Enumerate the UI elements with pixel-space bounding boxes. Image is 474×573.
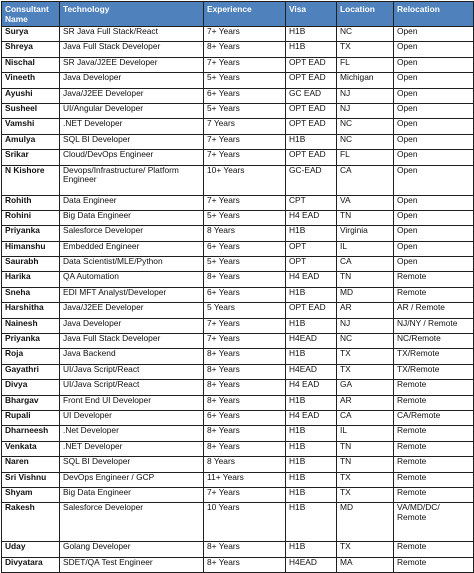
cell-consultant-name: Bhargav bbox=[2, 395, 60, 410]
table-row bbox=[2, 410, 474, 425]
consultant-table bbox=[1, 1, 474, 573]
cell-technology: SQL BI Developer bbox=[60, 134, 204, 149]
cell-relocation: VA/MD/DC/ Remote bbox=[394, 503, 474, 542]
cell-relocation: Open bbox=[394, 27, 474, 42]
cell-location: TN bbox=[337, 210, 394, 225]
cell-experience: 6+ Years bbox=[204, 88, 286, 103]
cell-location: MD bbox=[337, 503, 394, 542]
table-row bbox=[2, 318, 474, 333]
table-row bbox=[2, 441, 474, 456]
cell-location: CA bbox=[337, 165, 394, 195]
cell-relocation: Open bbox=[394, 57, 474, 72]
cell-experience: 8+ Years bbox=[204, 42, 286, 57]
cell-experience: 8 Years bbox=[204, 226, 286, 241]
cell-consultant-name: Priyanka bbox=[2, 334, 60, 349]
cell-experience: 11+ Years bbox=[204, 472, 286, 487]
cell-technology: Cloud/DevOps Engineer bbox=[60, 150, 204, 165]
table-row bbox=[2, 226, 474, 241]
cell-location: TN bbox=[337, 272, 394, 287]
cell-visa: H1B bbox=[286, 441, 337, 456]
cell-relocation: TX/Remote bbox=[394, 364, 474, 379]
cell-technology: Devops/Infrastructure/ Platform Engineer bbox=[60, 165, 204, 195]
cell-experience: 7 Years bbox=[204, 119, 286, 134]
cell-technology: Java/J2EE Developer bbox=[60, 303, 204, 318]
cell-visa: H1B bbox=[286, 487, 337, 502]
cell-technology: SQL BI Developer bbox=[60, 457, 204, 472]
cell-visa: OPT bbox=[286, 241, 337, 256]
cell-consultant-name: Sneha bbox=[2, 287, 60, 302]
column-header-experience: Experience bbox=[204, 2, 286, 27]
cell-visa: H4 EAD bbox=[286, 410, 337, 425]
cell-technology: EDI MFT Analyst/Developer bbox=[60, 287, 204, 302]
cell-location: AR bbox=[337, 303, 394, 318]
cell-location: Michigan bbox=[337, 73, 394, 88]
cell-relocation: Remote bbox=[394, 426, 474, 441]
cell-location: NC bbox=[337, 27, 394, 42]
cell-consultant-name: Shreya bbox=[2, 42, 60, 57]
cell-relocation: Open bbox=[394, 119, 474, 134]
cell-consultant-name: Shyam bbox=[2, 487, 60, 502]
cell-consultant-name: Uday bbox=[2, 542, 60, 557]
cell-visa: H1B bbox=[286, 395, 337, 410]
cell-experience: 7+ Years bbox=[204, 27, 286, 42]
cell-location: TN bbox=[337, 457, 394, 472]
table-row bbox=[2, 272, 474, 287]
cell-experience: 7+ Years bbox=[204, 150, 286, 165]
cell-visa: H4EAD bbox=[286, 364, 337, 379]
cell-relocation: Open bbox=[394, 88, 474, 103]
cell-technology: UI/Java Script/React bbox=[60, 364, 204, 379]
cell-experience: 8+ Years bbox=[204, 542, 286, 557]
cell-location: IL bbox=[337, 426, 394, 441]
cell-technology: DevOps Engineer / GCP bbox=[60, 472, 204, 487]
cell-visa: H1B bbox=[286, 226, 337, 241]
table-row bbox=[2, 542, 474, 557]
cell-location: MA bbox=[337, 557, 394, 572]
cell-relocation: Open bbox=[394, 226, 474, 241]
cell-experience: 8+ Years bbox=[204, 272, 286, 287]
cell-consultant-name: N Kishore bbox=[2, 165, 60, 195]
cell-relocation: Open bbox=[394, 210, 474, 225]
table-row bbox=[2, 364, 474, 379]
cell-relocation: Open bbox=[394, 73, 474, 88]
cell-location: TX bbox=[337, 472, 394, 487]
cell-technology: UI/Java Script/React bbox=[60, 380, 204, 395]
cell-visa: H1B bbox=[286, 426, 337, 441]
table-row bbox=[2, 303, 474, 318]
cell-relocation: AR / Remote bbox=[394, 303, 474, 318]
table-row bbox=[2, 42, 474, 57]
cell-technology: SR Java Full Stack/React bbox=[60, 27, 204, 42]
table-row bbox=[2, 472, 474, 487]
cell-location: NJ bbox=[337, 103, 394, 118]
cell-relocation: Open bbox=[394, 165, 474, 195]
cell-relocation: CA/Remote bbox=[394, 410, 474, 425]
cell-experience: 8+ Years bbox=[204, 557, 286, 572]
cell-experience: 6+ Years bbox=[204, 410, 286, 425]
cell-relocation: Open bbox=[394, 134, 474, 149]
cell-relocation: Open bbox=[394, 103, 474, 118]
cell-consultant-name: Himanshu bbox=[2, 241, 60, 256]
cell-technology: Java Developer bbox=[60, 318, 204, 333]
table-row bbox=[2, 134, 474, 149]
cell-technology: Java/J2EE Developer bbox=[60, 88, 204, 103]
cell-relocation: Remote bbox=[394, 380, 474, 395]
table-row bbox=[2, 426, 474, 441]
cell-relocation: Open bbox=[394, 241, 474, 256]
cell-technology: Big Data Engineer bbox=[60, 210, 204, 225]
column-header-location: Location bbox=[337, 2, 394, 27]
table-row bbox=[2, 195, 474, 210]
cell-consultant-name: Venkata bbox=[2, 441, 60, 456]
table-row bbox=[2, 503, 474, 542]
cell-technology: UI Developer bbox=[60, 410, 204, 425]
cell-visa: H1B bbox=[286, 318, 337, 333]
cell-experience: 6+ Years bbox=[204, 287, 286, 302]
table-row bbox=[2, 557, 474, 572]
table-row bbox=[2, 119, 474, 134]
cell-relocation: Remote bbox=[394, 457, 474, 472]
cell-visa: OPT EAD bbox=[286, 103, 337, 118]
cell-relocation: Open bbox=[394, 42, 474, 57]
cell-experience: 7+ Years bbox=[204, 134, 286, 149]
cell-location: TX bbox=[337, 364, 394, 379]
cell-technology: SR Java/J2EE Developer bbox=[60, 57, 204, 72]
cell-technology: Java Developer bbox=[60, 73, 204, 88]
cell-technology: Java Backend bbox=[60, 349, 204, 364]
cell-experience: 5+ Years bbox=[204, 210, 286, 225]
cell-visa: OPT EAD bbox=[286, 150, 337, 165]
cell-location: NJ bbox=[337, 88, 394, 103]
cell-experience: 7+ Years bbox=[204, 57, 286, 72]
cell-experience: 8+ Years bbox=[204, 426, 286, 441]
cell-experience: 10+ Years bbox=[204, 165, 286, 195]
table-row bbox=[2, 241, 474, 256]
cell-technology: .Net Developer bbox=[60, 426, 204, 441]
cell-consultant-name: Divyatara bbox=[2, 557, 60, 572]
cell-visa: GC EAD bbox=[286, 88, 337, 103]
cell-location: TX bbox=[337, 349, 394, 364]
cell-visa: H4 EAD bbox=[286, 210, 337, 225]
cell-consultant-name: Sri Vishnu bbox=[2, 472, 60, 487]
table-row bbox=[2, 349, 474, 364]
cell-consultant-name: Priyanka bbox=[2, 226, 60, 241]
cell-technology: Salesforce Developer bbox=[60, 503, 204, 542]
table-row bbox=[2, 334, 474, 349]
cell-experience: 5+ Years bbox=[204, 257, 286, 272]
cell-location: TX bbox=[337, 542, 394, 557]
cell-consultant-name: Vineeth bbox=[2, 73, 60, 88]
cell-visa: OPT EAD bbox=[286, 303, 337, 318]
cell-consultant-name: Saurabh bbox=[2, 257, 60, 272]
cell-relocation: Open bbox=[394, 257, 474, 272]
cell-location: NC bbox=[337, 334, 394, 349]
cell-technology: Salesforce Developer bbox=[60, 226, 204, 241]
table-row bbox=[2, 487, 474, 502]
table-row bbox=[2, 287, 474, 302]
cell-experience: 8+ Years bbox=[204, 441, 286, 456]
cell-technology: Golang Developer bbox=[60, 542, 204, 557]
cell-technology: Embedded Engineer bbox=[60, 241, 204, 256]
cell-consultant-name: Vamshi bbox=[2, 119, 60, 134]
cell-technology: .NET Developer bbox=[60, 119, 204, 134]
cell-consultant-name: Divya bbox=[2, 380, 60, 395]
cell-technology: Big Data Engineer bbox=[60, 487, 204, 502]
cell-location: NC bbox=[337, 119, 394, 134]
cell-location: TX bbox=[337, 487, 394, 502]
cell-relocation: Remote bbox=[394, 287, 474, 302]
cell-relocation: Remote bbox=[394, 542, 474, 557]
cell-experience: 5+ Years bbox=[204, 73, 286, 88]
cell-location: TN bbox=[337, 441, 394, 456]
cell-relocation: Remote bbox=[394, 441, 474, 456]
cell-visa: H4 EAD bbox=[286, 380, 337, 395]
cell-visa: H1B bbox=[286, 542, 337, 557]
column-header-consultant-name: Consultant Name bbox=[2, 2, 60, 27]
cell-consultant-name: Amulya bbox=[2, 134, 60, 149]
cell-technology: Data Engineer bbox=[60, 195, 204, 210]
cell-consultant-name: Nischal bbox=[2, 57, 60, 72]
cell-relocation: Remote bbox=[394, 557, 474, 572]
cell-consultant-name: Srikar bbox=[2, 150, 60, 165]
cell-visa: H4EAD bbox=[286, 334, 337, 349]
cell-visa: GC-EAD bbox=[286, 165, 337, 195]
cell-experience: 5 Years bbox=[204, 303, 286, 318]
cell-consultant-name: Rupali bbox=[2, 410, 60, 425]
cell-technology: UI/Angular Developer bbox=[60, 103, 204, 118]
cell-visa: OPT bbox=[286, 257, 337, 272]
cell-consultant-name: Surya bbox=[2, 27, 60, 42]
cell-visa: OPT EAD bbox=[286, 57, 337, 72]
cell-relocation: Remote bbox=[394, 395, 474, 410]
cell-location: TX bbox=[337, 42, 394, 57]
cell-visa: H1B bbox=[286, 457, 337, 472]
table-row bbox=[2, 457, 474, 472]
cell-experience: 6+ Years bbox=[204, 241, 286, 256]
header-row bbox=[2, 2, 474, 27]
cell-experience: 5+ Years bbox=[204, 103, 286, 118]
table-row bbox=[2, 380, 474, 395]
cell-visa: H1B bbox=[286, 349, 337, 364]
cell-consultant-name: Ayushi bbox=[2, 88, 60, 103]
cell-technology: Data Scientist/MLE/Python bbox=[60, 257, 204, 272]
cell-visa: H1B bbox=[286, 42, 337, 57]
cell-experience: 8+ Years bbox=[204, 349, 286, 364]
cell-visa: OPT EAD bbox=[286, 119, 337, 134]
cell-consultant-name: Harshitha bbox=[2, 303, 60, 318]
cell-technology: Java Full Stack Developer bbox=[60, 334, 204, 349]
cell-relocation: Open bbox=[394, 195, 474, 210]
cell-visa: H1B bbox=[286, 503, 337, 542]
cell-visa: H1B bbox=[286, 134, 337, 149]
table-body bbox=[2, 27, 474, 573]
cell-location: IL bbox=[337, 241, 394, 256]
cell-visa: H1B bbox=[286, 27, 337, 42]
cell-consultant-name: Dharneesh bbox=[2, 426, 60, 441]
cell-consultant-name: Susheel bbox=[2, 103, 60, 118]
cell-visa: OPT EAD bbox=[286, 73, 337, 88]
cell-location: GA bbox=[337, 380, 394, 395]
cell-location: CA bbox=[337, 410, 394, 425]
cell-relocation: NC/Remote bbox=[394, 334, 474, 349]
cell-consultant-name: Nainesh bbox=[2, 318, 60, 333]
cell-consultant-name: Roja bbox=[2, 349, 60, 364]
table-row bbox=[2, 88, 474, 103]
cell-location: FL bbox=[337, 57, 394, 72]
cell-consultant-name: Naren bbox=[2, 457, 60, 472]
cell-technology: Java Full Stack Developer bbox=[60, 42, 204, 57]
column-header-technology: Technology bbox=[60, 2, 204, 27]
cell-location: AR bbox=[337, 395, 394, 410]
cell-technology: QA Automation bbox=[60, 272, 204, 287]
table-row bbox=[2, 103, 474, 118]
cell-location: FL bbox=[337, 150, 394, 165]
table-row bbox=[2, 257, 474, 272]
cell-experience: 7+ Years bbox=[204, 487, 286, 502]
cell-location: MD bbox=[337, 287, 394, 302]
table-row bbox=[2, 210, 474, 225]
cell-location: CA bbox=[337, 257, 394, 272]
cell-relocation: Remote bbox=[394, 487, 474, 502]
table-row bbox=[2, 165, 474, 195]
cell-technology: Front End UI Developer bbox=[60, 395, 204, 410]
cell-experience: 8 Years bbox=[204, 457, 286, 472]
table-row bbox=[2, 395, 474, 410]
table-row bbox=[2, 27, 474, 42]
cell-experience: 7+ Years bbox=[204, 195, 286, 210]
cell-experience: 7+ Years bbox=[204, 334, 286, 349]
table-row bbox=[2, 150, 474, 165]
table-row bbox=[2, 57, 474, 72]
cell-relocation: Remote bbox=[394, 272, 474, 287]
cell-experience: 10 Years bbox=[204, 503, 286, 542]
cell-location: VA bbox=[337, 195, 394, 210]
cell-consultant-name: Rohini bbox=[2, 210, 60, 225]
cell-consultant-name: Harika bbox=[2, 272, 60, 287]
cell-relocation: Open bbox=[394, 150, 474, 165]
table-row bbox=[2, 73, 474, 88]
cell-technology: .NET Developer bbox=[60, 441, 204, 456]
column-header-relocation: Relocation bbox=[394, 2, 474, 27]
cell-visa: H4EAD bbox=[286, 557, 337, 572]
cell-technology: SDET/QA Test Engineer bbox=[60, 557, 204, 572]
cell-experience: 8+ Years bbox=[204, 395, 286, 410]
cell-visa: H1B bbox=[286, 287, 337, 302]
cell-consultant-name: Gayathri bbox=[2, 364, 60, 379]
cell-relocation: TX/Remote bbox=[394, 349, 474, 364]
cell-experience: 7+ Years bbox=[204, 318, 286, 333]
cell-visa: H1B bbox=[286, 472, 337, 487]
cell-visa: H4 EAD bbox=[286, 272, 337, 287]
column-header-visa: Visa bbox=[286, 2, 337, 27]
cell-location: NJ bbox=[337, 318, 394, 333]
cell-location: Virginia bbox=[337, 226, 394, 241]
cell-location: NC bbox=[337, 134, 394, 149]
cell-relocation: NJ/NY / Remote bbox=[394, 318, 474, 333]
cell-visa: CPT bbox=[286, 195, 337, 210]
cell-consultant-name: Rohith bbox=[2, 195, 60, 210]
cell-consultant-name: Rakesh bbox=[2, 503, 60, 542]
cell-relocation: Remote bbox=[394, 472, 474, 487]
cell-experience: 8+ Years bbox=[204, 380, 286, 395]
cell-experience: 8+ Years bbox=[204, 364, 286, 379]
